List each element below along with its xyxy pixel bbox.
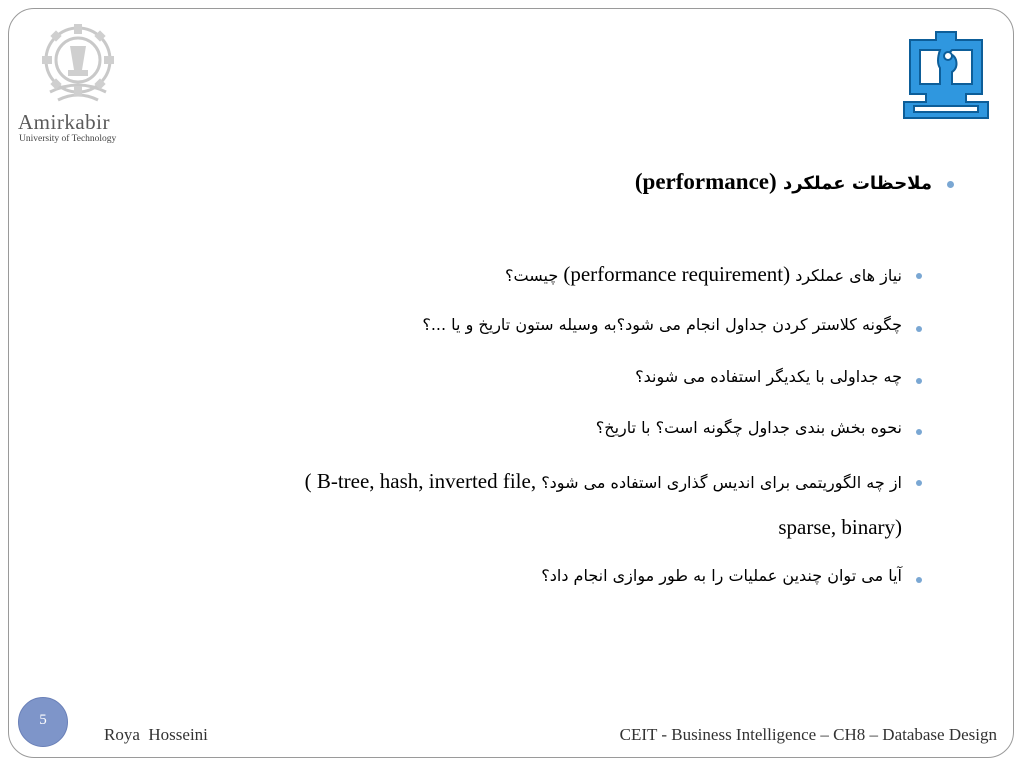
list-item (635, 367, 902, 386)
department-logo (896, 28, 996, 124)
list-item (596, 418, 902, 437)
heading-fa: ملاحظات عملکرد (782, 173, 932, 194)
section-heading (635, 169, 932, 195)
list-item-continuation: sparse, binary) (778, 515, 902, 539)
item-text: چه جداولی با یکدیگر استفاده می شوند؟ (635, 367, 902, 386)
item-text: چگونه کلاستر کردن جداول انجام می شود؟به وسیله ستون تاریخ و یا ...؟ (422, 315, 902, 334)
university-logo (16, 22, 144, 146)
bullet-icon (916, 577, 922, 583)
university-name: Amirkabir (18, 110, 110, 134)
footer-course: CEIT - Business Intelligence – CH8 – Database Design (619, 725, 997, 744)
footer-author: Roya Hosseini (104, 725, 208, 744)
university-subtitle: University of Technology (19, 134, 117, 144)
bullet-icon (916, 429, 922, 435)
item-text: آیا می توان چندین عملیات را به طور موازی انجام داد؟ (541, 566, 902, 585)
heading-en: (performance) (634, 169, 777, 194)
item-text-en: ( B-tree, hash, inverted file, (304, 469, 537, 493)
bullet-icon (916, 326, 922, 332)
page-number: 5 (39, 712, 47, 728)
list-item (305, 469, 902, 494)
item-text-en: (performance requirement) (563, 262, 791, 286)
item-text: نحوه بخش بندی جداول چگونه است؟ با تاریخ؟ (595, 418, 902, 437)
list-item (422, 315, 902, 334)
item-text-fa: نیاز های عملکرد (795, 266, 902, 285)
bullet-icon (916, 378, 922, 384)
item-text-fa: از چه الگوریتمی برای اندیس گذاری استفاده می شود؟ (541, 473, 902, 492)
item-text-fa: چیست؟ (505, 266, 559, 285)
bullet-icon (947, 181, 954, 188)
list-item (505, 262, 902, 287)
university-emblem-icon (28, 22, 128, 108)
bullet-icon (916, 273, 922, 279)
page-number-badge (18, 697, 68, 747)
computer-engineering-icon (896, 28, 996, 124)
bullet-icon (916, 480, 922, 486)
list-item (541, 566, 902, 585)
